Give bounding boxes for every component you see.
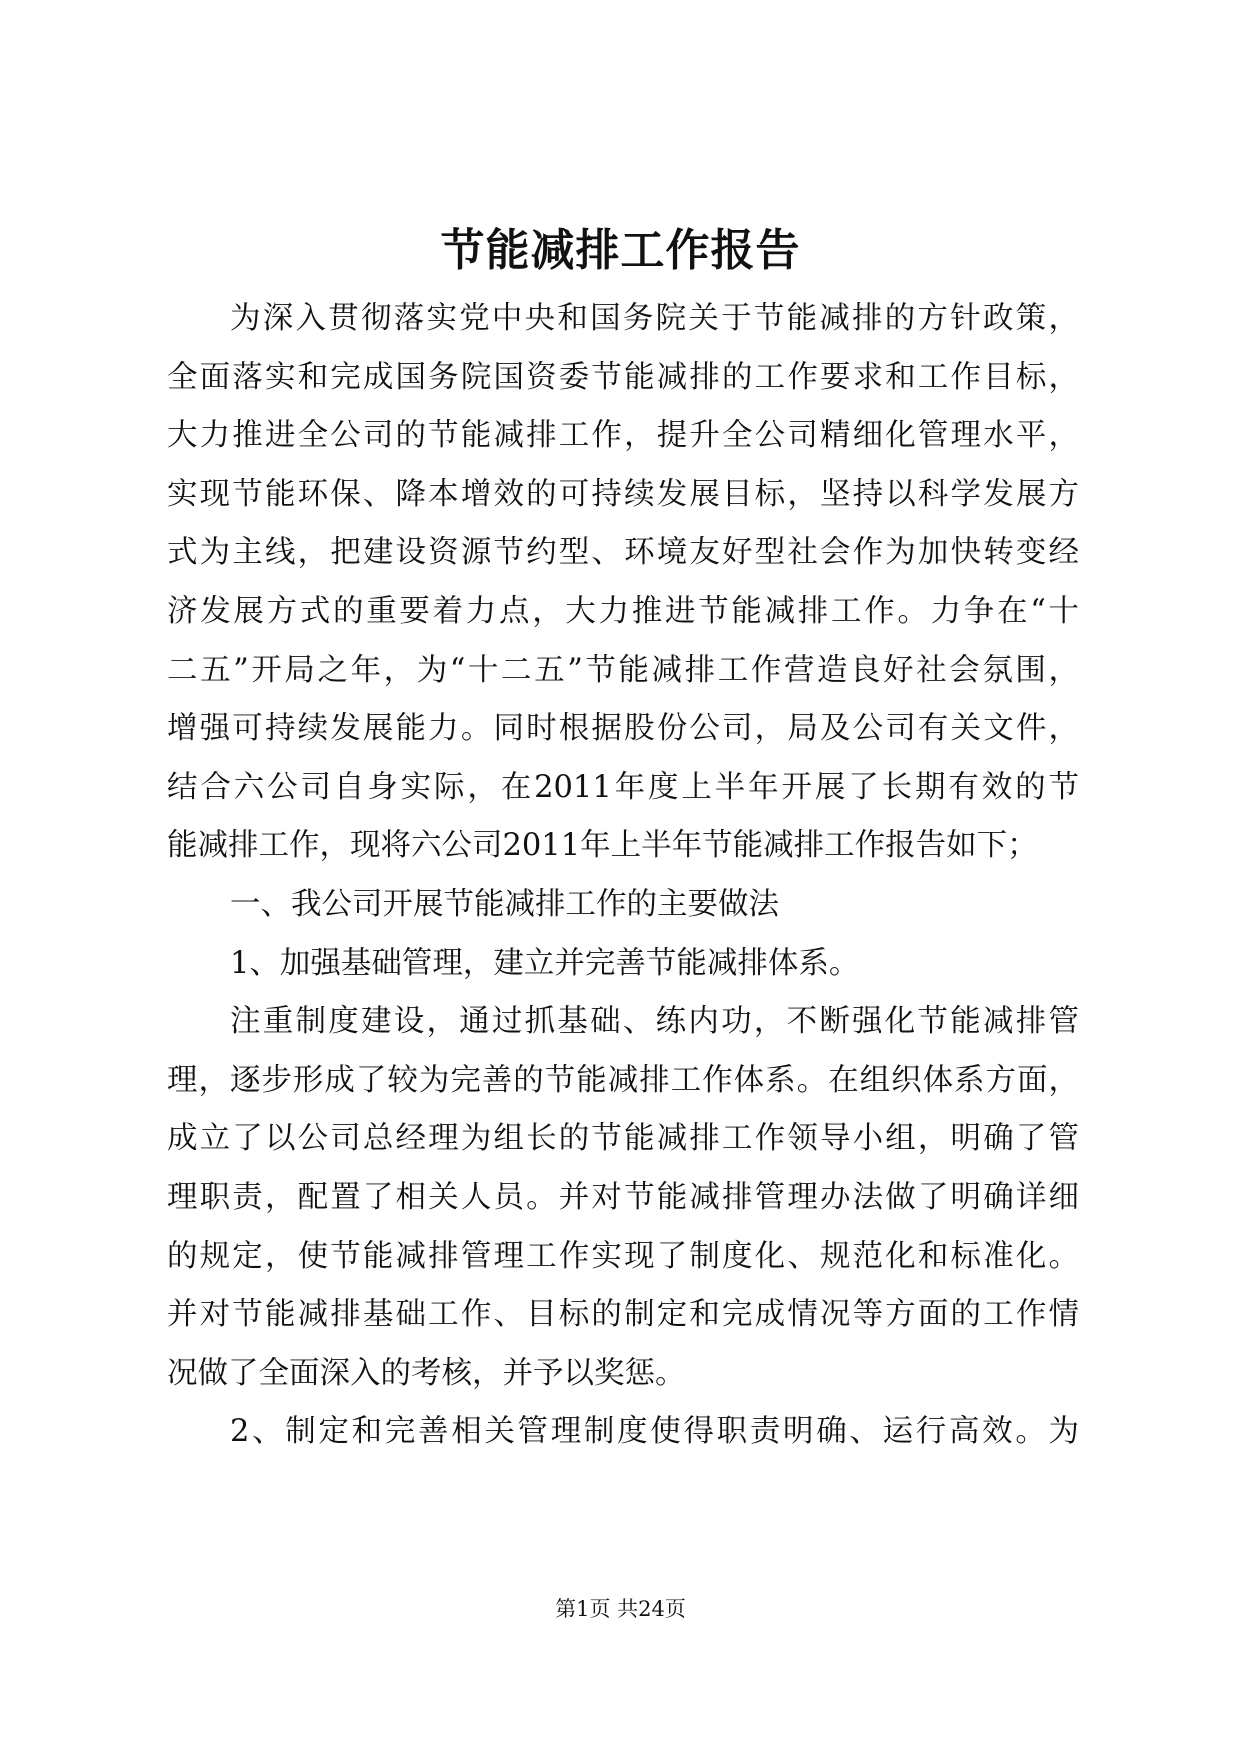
paragraph-line: 二五”开局之年，为“十二五”节能减排工作营造良好社会氛围， [167,652,1079,688]
paragraph-line: 为深入贯彻落实党中央和国务院关于节能减排的方针政策， [230,301,1079,336]
paragraph-line: 实现节能环保、降本增效的可持续发展目标，坚持以科学发展方 [167,476,1079,512]
paragraph-line: 注重制度建设，通过抓基础、练内功，不断强化节能减排管 [230,1004,1079,1040]
paragraph-line: 济发展方式的重要着力点，大力推进节能减排工作。力争在“十 [167,593,1079,629]
paragraph-line: 况做了全面深入的考核，并予以奖惩。 [167,1355,686,1391]
section-heading: 一、我公司开展节能减排工作的主要做法 [230,886,779,922]
paragraph-line: 大力推进全公司的节能减排工作，提升全公司精细化管理水平， [167,418,1079,454]
paragraph-line: 理，逐步形成了较为完善的节能减排工作体系。在组织体系方面， [167,1062,1079,1098]
paragraph-line: 并对节能减排基础工作、目标的制定和完成情况等方面的工作情 [167,1297,1079,1333]
paragraph-line: 理职责，配置了相关人员。并对节能减排管理办法做了明确详细 [167,1179,1079,1215]
paragraph-line: 2、制定和完善相关管理制度使得职责明确、运行高效。为 [230,1414,1079,1450]
paragraph-line: 全面落实和完成国务院国资委节能减排的工作要求和工作目标， [167,359,1079,395]
paragraph-line: 的规定，使节能减排管理工作实现了制度化、规范化和标准化。 [167,1238,1079,1274]
document-title: 节能减排工作报告 [440,225,801,276]
paragraph-line: 增强可持续发展能力。同时根据股份公司，局及公司有关文件， [167,711,1079,747]
paragraph-line: 式为主线，把建设资源节约型、环境友好型社会作为加快转变经 [167,535,1079,571]
paragraph-line: 结合六公司自身实际，在2011年度上半年开展了长期有效的节 [167,769,1079,805]
page-footer: 第1页 共24页 [555,1597,686,1621]
paragraph-line: 成立了以公司总经理为组长的节能减排工作领导小组，明确了管 [167,1121,1079,1157]
subsection-heading: 1、加强基础管理，建立并完善节能减排体系。 [230,945,860,981]
document-body [167,290,1079,1462]
paragraph-line: 能减排工作，现将六公司2011年上半年节能减排工作报告如下； [167,828,1038,864]
